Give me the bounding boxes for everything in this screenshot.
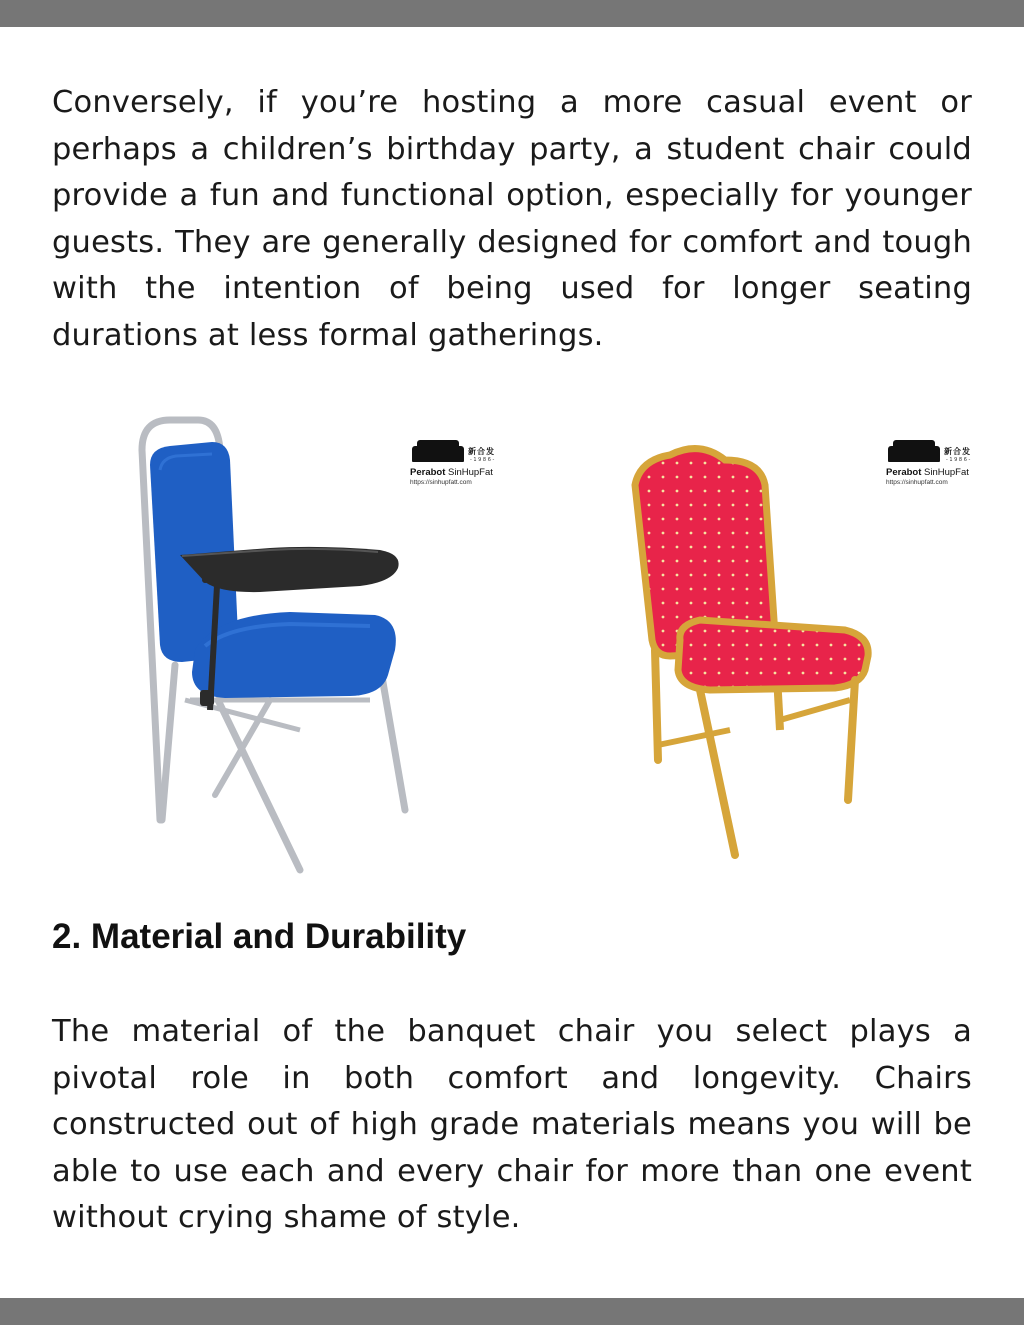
sofa-icon <box>412 446 464 462</box>
watermark-brand: Perabot SinHupFat <box>410 467 493 478</box>
watermark-logo: 新合发 - 1 9 8 6 - Perabot SinHupFat https://sinhupfatt.com <box>886 447 971 486</box>
watermark-url: https://sinhupfatt.com <box>886 479 948 486</box>
sofa-icon <box>888 446 940 462</box>
watermark-logo: 新合发 - 1 9 8 6 - Perabot SinHupFat https://sinhupfatt.com <box>410 447 495 486</box>
student-chair-image <box>120 400 510 890</box>
watermark-url: https://sinhupfatt.com <box>410 479 472 486</box>
paragraph-material-durability: The material of the banquet chair you select plays a pivotal role in both comfort and longevity. Chairs constructed out of high grade materials means you will be able to use each and every chair for more than one event without crying shame of style. <box>52 1014 972 1235</box>
top-bar <box>0 0 1024 27</box>
bottom-bar <box>0 1298 1024 1325</box>
watermark-brand: Perabot SinHupFat <box>886 467 969 478</box>
section-heading: 2. Material and Durability <box>52 917 467 956</box>
banquet-chair-image <box>600 400 980 890</box>
paragraph-casual-events: Conversely, if you’re hosting a more casual event or perhaps a children’s birthday party, a student chair could provide a fun and functional option, especially for younger guests. They are generally designed for comfort and tough with the intention of being used for longer seating durations at less formal gatherings. <box>52 85 972 353</box>
